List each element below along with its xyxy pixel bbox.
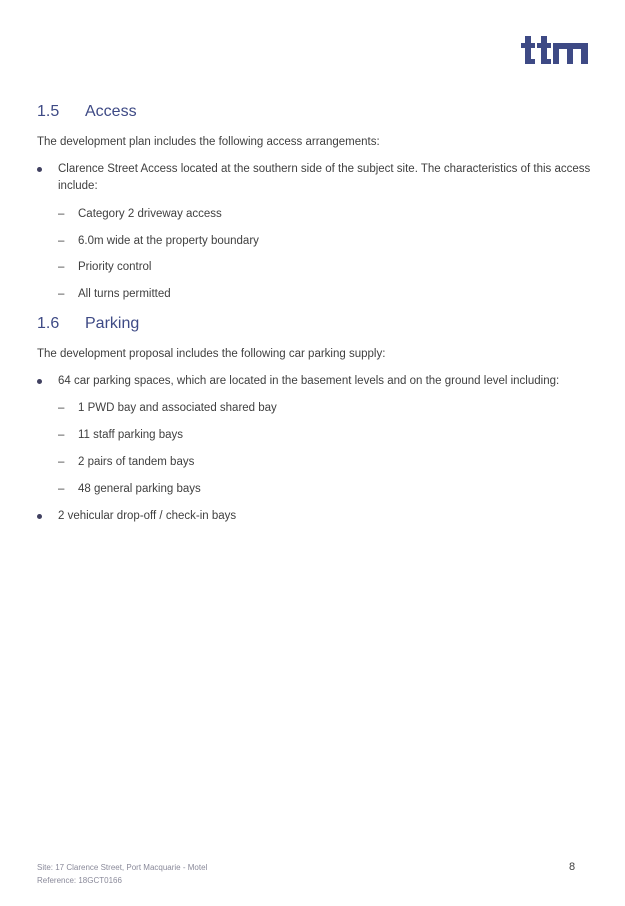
dash-icon: – (58, 235, 65, 247)
dash-icon: – (58, 288, 65, 300)
sub-list-item (58, 400, 277, 417)
sub-list-item-text: 48 general parking bays (78, 483, 201, 495)
sub-list-item-text: Category 2 driveway access (78, 208, 222, 220)
sub-list-item-text: Priority control (78, 261, 152, 273)
footer-site: Site: 17 Clarence Street, Port Macquarie - Motel (37, 863, 208, 872)
sub-list-item (58, 233, 259, 250)
dash-icon: – (58, 456, 65, 468)
dash-icon: – (58, 261, 65, 273)
sub-list-item (58, 259, 152, 276)
section-title: Access (85, 103, 137, 120)
dash-icon: – (58, 429, 65, 441)
sub-list-item (58, 206, 222, 223)
list-item (37, 161, 592, 195)
section-title: Parking (85, 315, 140, 332)
sub-list-item-text: 11 staff parking bays (78, 429, 184, 441)
list-item-text: 64 car parking spaces, which are located in the basement levels and on the ground level including: (58, 375, 560, 387)
sub-list-item-text: All turns permitted (78, 288, 171, 300)
footer-reference: Reference: 18GCT0166 (37, 876, 122, 885)
sub-list-item (58, 454, 194, 471)
list-item-text: 2 vehicular drop-off / check-in bays (58, 510, 237, 522)
sub-list-item-text: 1 PWD bay and associated shared bay (78, 402, 277, 414)
section-intro: The development proposal includes the following car parking supply: (37, 348, 386, 360)
ttm-logo-mark (521, 34, 589, 66)
dash-icon: – (58, 208, 65, 220)
section-number: 1.5 (37, 103, 60, 120)
list-item (37, 373, 592, 390)
bullet-icon (37, 167, 42, 172)
bullet-icon (37, 514, 42, 519)
section-heading-parking (37, 315, 139, 333)
ttm-logo (521, 34, 589, 66)
dash-icon: – (58, 483, 65, 495)
sub-list-item-text: 2 pairs of tandem bays (78, 456, 195, 468)
section-intro: The development plan includes the following access arrangements: (37, 136, 380, 148)
page-footer (37, 861, 207, 887)
sub-list-item-text: 6.0m wide at the property boundary (78, 235, 259, 247)
section-heading-access (37, 103, 137, 121)
dash-icon: – (58, 402, 65, 414)
bullet-icon (37, 379, 42, 384)
list-item (37, 508, 592, 525)
sub-list-item (58, 427, 183, 444)
list-item-text: Clarence Street Access located at the southern side of the subject site. The characteristics of this access include: (58, 163, 591, 192)
page-number: 8 (569, 861, 576, 873)
section-number: 1.6 (37, 315, 60, 332)
sub-list-item (58, 286, 171, 303)
sub-list-item (58, 481, 201, 498)
